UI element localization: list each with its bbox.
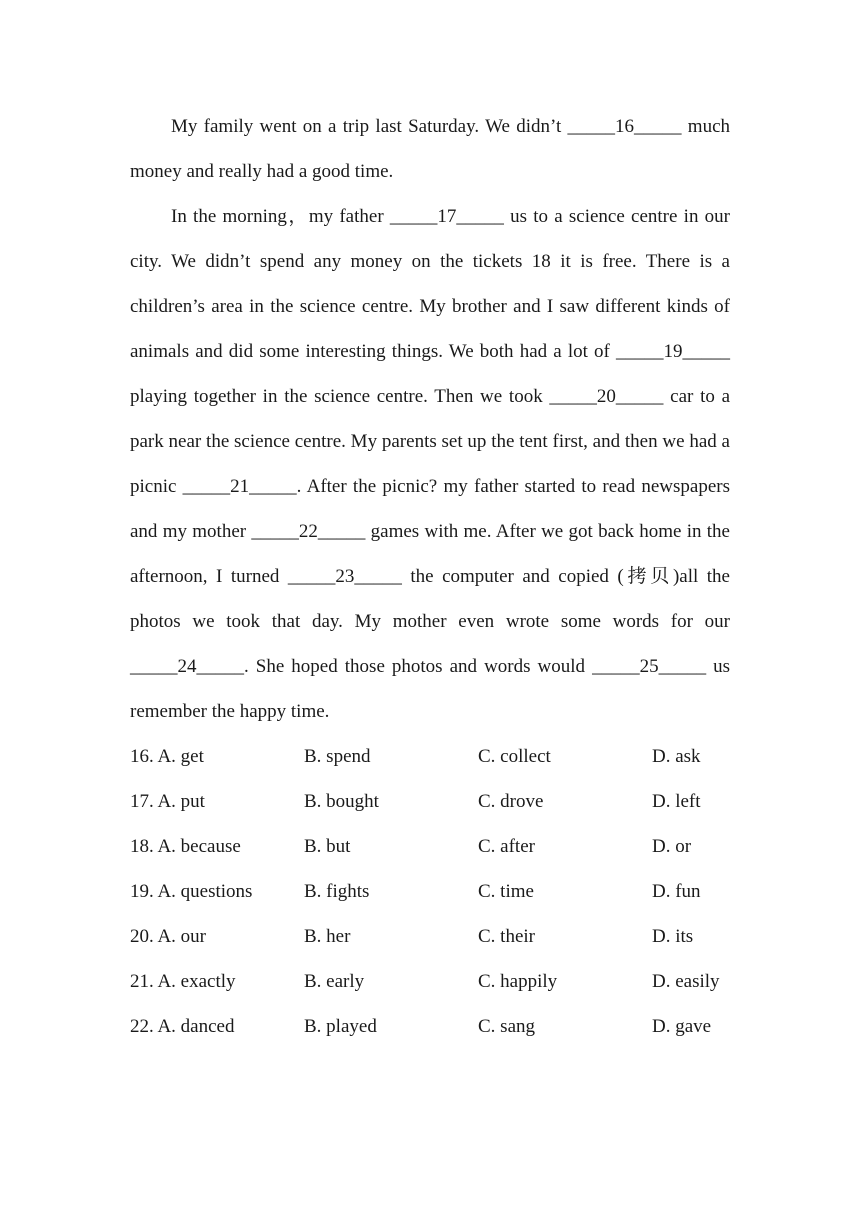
option-b: B. early [304, 970, 365, 992]
option-a: 21. A. exactly [130, 970, 236, 992]
option-b: B. spend [304, 745, 371, 767]
option-b: B. played [304, 1015, 377, 1037]
question-row-22 [130, 1004, 730, 1049]
option-c: C. sang [478, 1015, 535, 1037]
question-row-18 [130, 824, 730, 869]
option-a: 22. A. danced [130, 1015, 235, 1037]
passage-paragraph-2: In the morning，my father _____17_____ us to a science centre in our city. We didn’t spend any money on the tickets 18 it is free. There is a children’s area in the science centre. My brother and I saw different kinds of animals and did some interesting things. We both had a lot of _____19_____ playing together in the science centre. Then we took _____20_____ car to a park near the science centre. My parents set up the tent first, and then we had a picnic _____21_____. After the picnic? my father started to read newspapers and my mother _____22_____ games with me. After we got back home in the afternoon, I turned _____23_____ the computer and copied (拷贝)all the photos we took that day. My mother even wrote some words for our _____24_____. She hoped those photos and words would _____25_____ us remember the happy time. [130, 206, 730, 722]
document-page [130, 104, 730, 1049]
option-a: 17. A. put [130, 790, 205, 812]
option-a: 16. A. get [130, 745, 204, 767]
option-d: D. gave [652, 1015, 712, 1037]
option-a: 19. A. questions [130, 880, 253, 902]
option-c: C. after [478, 835, 535, 857]
option-c: C. their [478, 925, 535, 947]
option-b: B. bought [304, 790, 379, 812]
passage [130, 104, 730, 734]
option-c: C. drove [478, 790, 544, 812]
option-d: D. easily [652, 970, 720, 992]
option-c: C. happily [478, 970, 558, 992]
question-row-17 [130, 779, 730, 824]
option-b: B. fights [304, 880, 370, 902]
option-c: C. collect [478, 745, 551, 767]
option-b: B. but [304, 835, 351, 857]
option-c: C. time [478, 880, 534, 902]
option-d: D. ask [652, 745, 701, 767]
answer-options [130, 734, 730, 1049]
passage-paragraph-1: My family went on a trip last Saturday. We didn’t _____16_____ much money and really had a good time. [130, 116, 730, 182]
option-d: D. fun [652, 880, 701, 902]
question-row-19 [130, 869, 730, 914]
option-a: 20. A. our [130, 925, 206, 947]
option-d: D. or [652, 835, 692, 857]
question-row-16 [130, 734, 730, 779]
option-b: B. her [304, 925, 351, 947]
option-a: 18. A. because [130, 835, 241, 857]
option-d: D. its [652, 925, 694, 947]
question-row-21 [130, 959, 730, 1004]
option-d: D. left [652, 790, 701, 812]
question-row-20 [130, 914, 730, 959]
